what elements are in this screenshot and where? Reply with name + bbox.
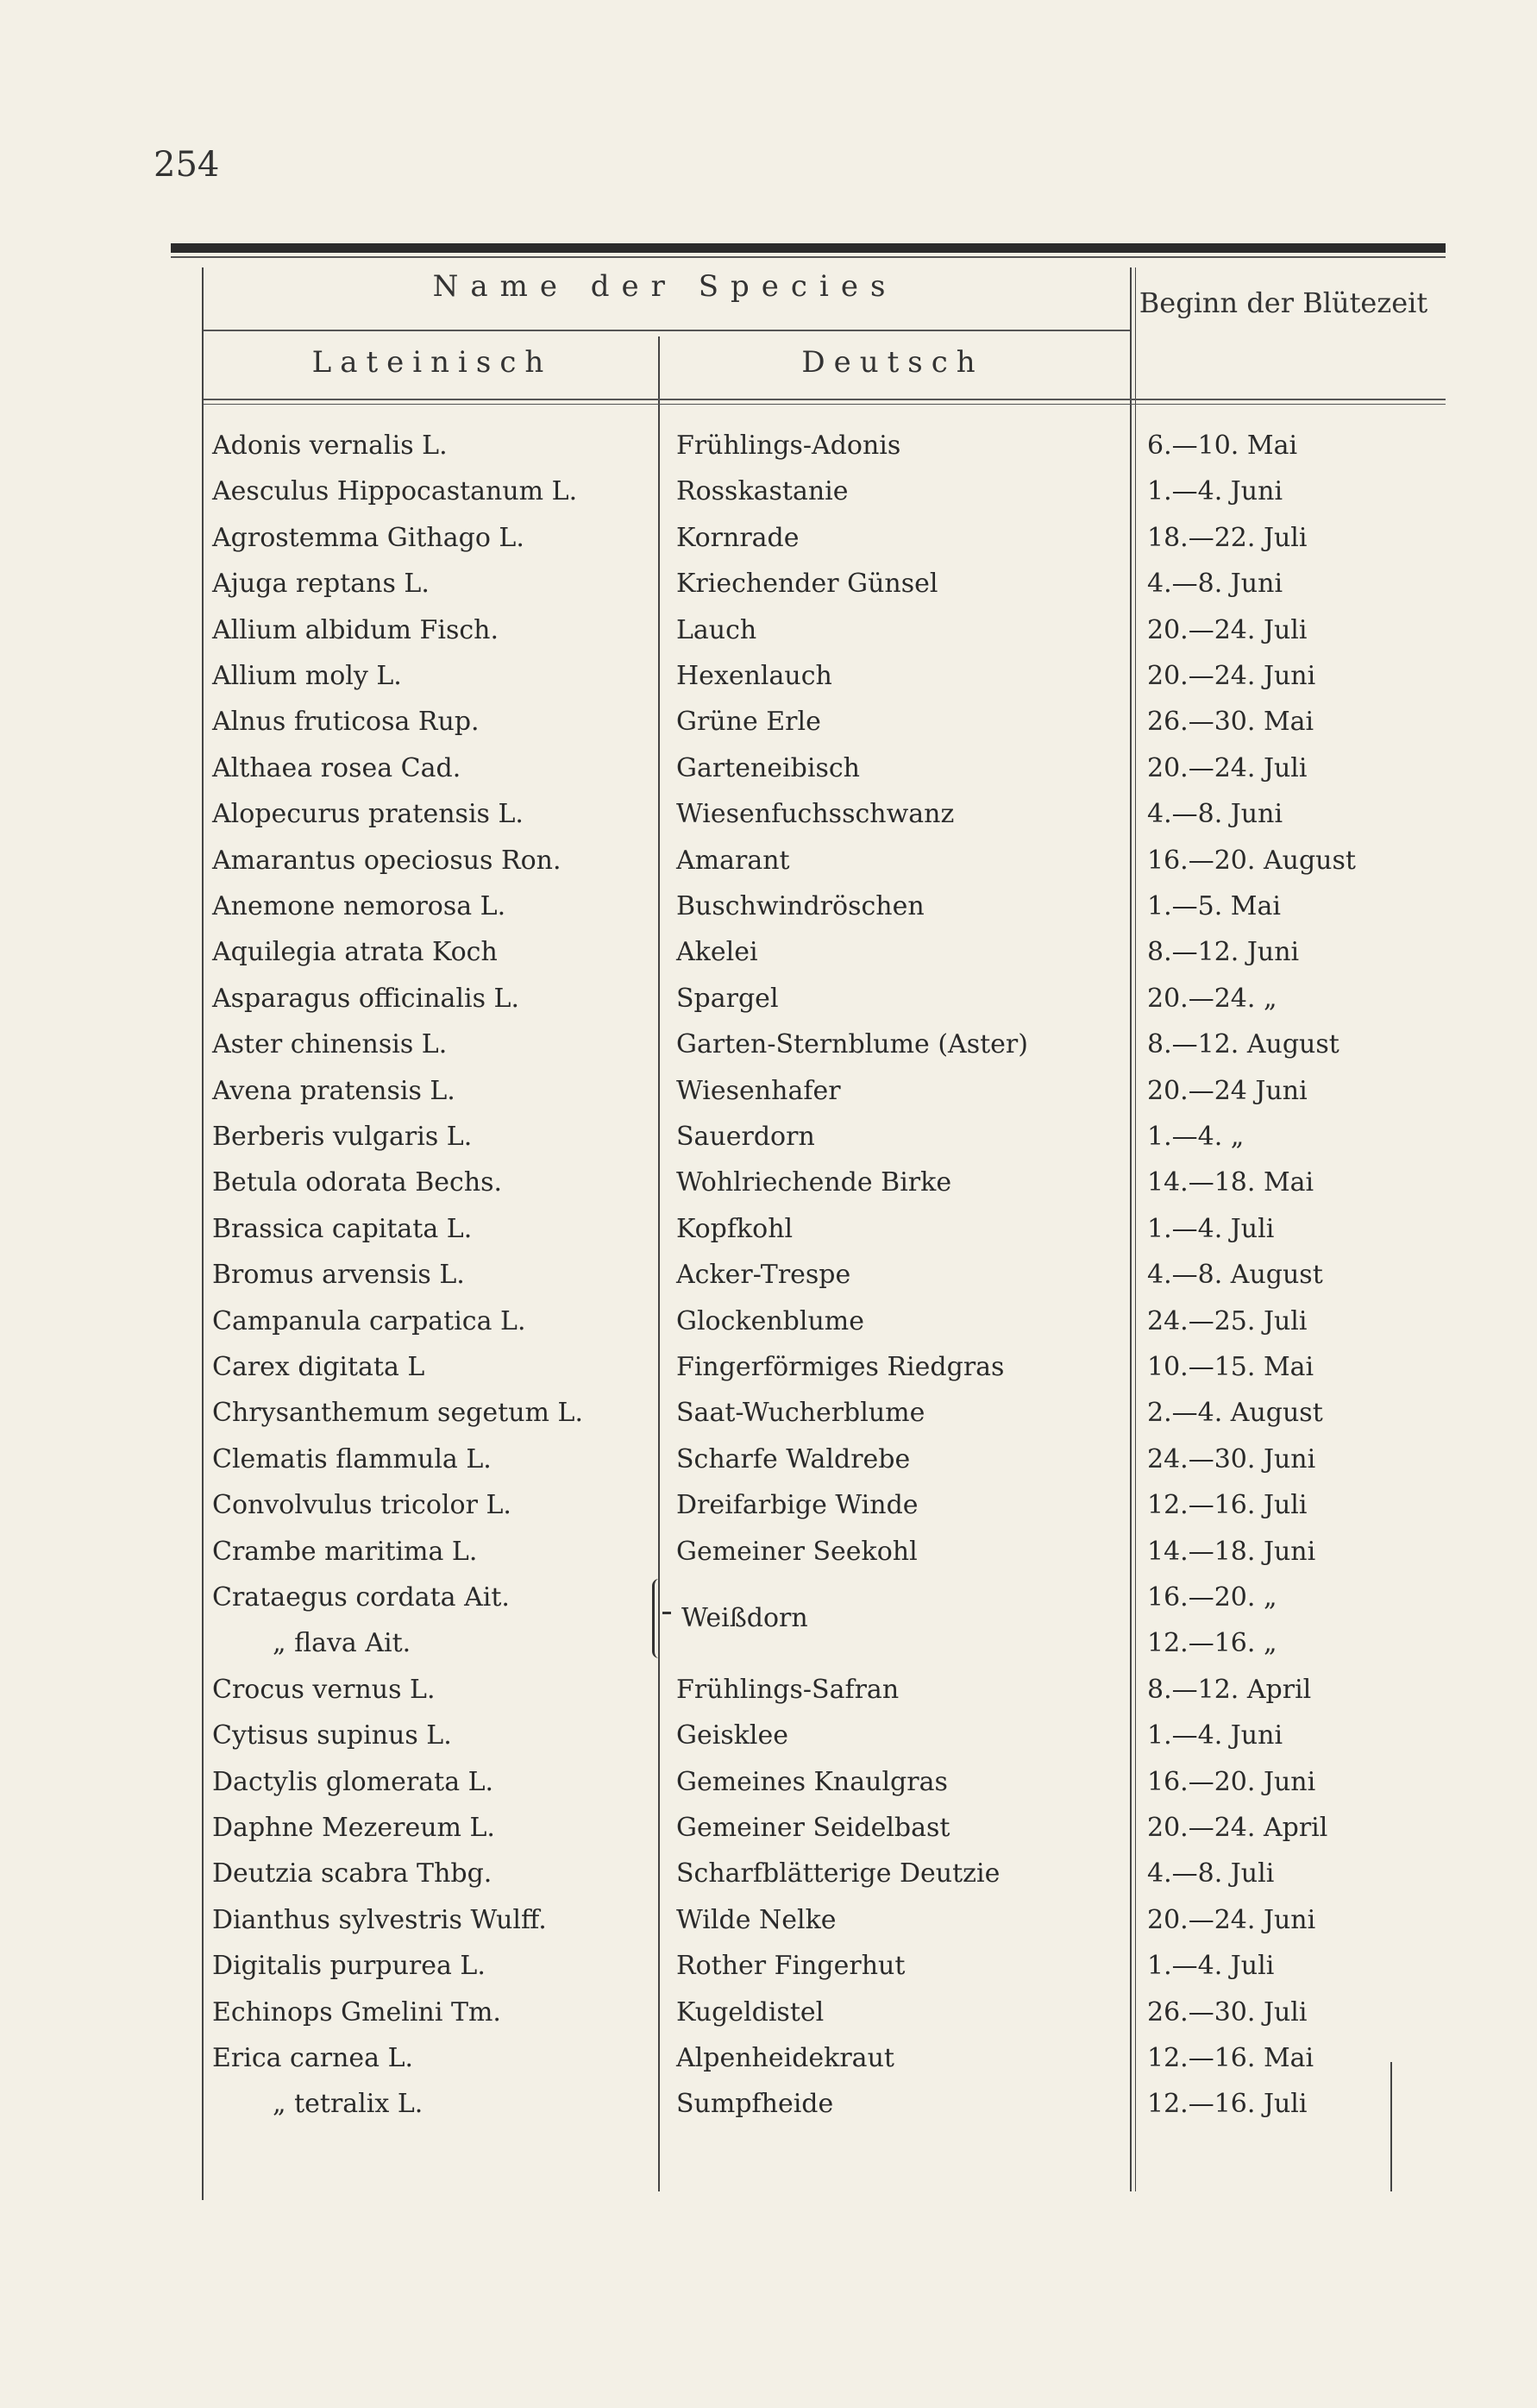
german-cell: Gemeiner Seidelbast bbox=[676, 1813, 950, 1843]
table-row bbox=[0, 1344, 1537, 1390]
table-row bbox=[0, 1252, 1537, 1298]
bloom-cell: 10.—15. Mai bbox=[1147, 1352, 1314, 1382]
german-cell: Scharfblätterige Deutzie bbox=[676, 1858, 1001, 1889]
bloom-cell: 20.—24. Juni bbox=[1147, 661, 1316, 691]
german-cell: Buschwindröschen bbox=[676, 891, 925, 921]
table-row bbox=[0, 1667, 1537, 1713]
bloom-cell: 1.—4. „ bbox=[1147, 1122, 1245, 1152]
table-row bbox=[0, 1114, 1537, 1160]
bloom-cell: 20.—24. Juni bbox=[1147, 1904, 1316, 1935]
header-bottom-rule-double bbox=[204, 404, 1446, 405]
german-cell: Kugeldistel bbox=[676, 1996, 825, 2028]
table-row bbox=[0, 1990, 1537, 2035]
german-cell: Rosskastanie bbox=[676, 476, 849, 507]
table-row bbox=[0, 976, 1537, 1022]
german-cell: Rother Fingerhut bbox=[676, 1951, 906, 1982]
table-row bbox=[0, 2035, 1537, 2081]
table-row bbox=[0, 515, 1537, 561]
german-cell: Wiesenhafer bbox=[676, 1075, 841, 1106]
latin-cell: Aesculus Hippocastanum L. bbox=[212, 476, 578, 507]
latin-cell: Crambe maritima L. bbox=[212, 1536, 478, 1567]
german-cell: Acker-Trespe bbox=[676, 1260, 851, 1291]
bloom-cell: 12.—16. Juli bbox=[1147, 1490, 1308, 1521]
german-cell: Geisklee bbox=[676, 1720, 788, 1751]
table-row bbox=[0, 745, 1537, 791]
species-group-header: Name der Species bbox=[432, 269, 898, 304]
table-row bbox=[0, 423, 1537, 468]
header-bottom-rule bbox=[204, 399, 1446, 400]
top-rule bbox=[171, 243, 1446, 253]
latin-cell: Alopecurus pratensis L. bbox=[212, 799, 524, 830]
latin-cell: Bromus arvensis L. bbox=[212, 1260, 465, 1291]
bloom-cell: 20.—24 Juni bbox=[1147, 1075, 1308, 1106]
german-cell: Amarant bbox=[676, 845, 790, 876]
german-cell: Fingerförmiges Riedgras bbox=[676, 1352, 1005, 1382]
table-row bbox=[0, 607, 1537, 653]
bloom-cell: 1.—5. Mai bbox=[1147, 891, 1281, 921]
latin-cell: „ flava Ait. bbox=[273, 1628, 411, 1659]
latin-cell: Chrysanthemum segetum L. bbox=[212, 1398, 583, 1429]
bloom-cell: 24.—30. Juni bbox=[1147, 1443, 1316, 1474]
bloom-column-header: Beginn der Blütezeit bbox=[1139, 286, 1428, 319]
german-cell: Glockenblume bbox=[676, 1305, 864, 1336]
table-row bbox=[0, 2081, 1537, 2127]
latin-cell: Digitalis purpurea L. bbox=[212, 1951, 486, 1982]
bloom-cell: 4.—8. August bbox=[1147, 1260, 1323, 1291]
german-cell: Sauerdorn bbox=[676, 1122, 815, 1152]
german-cell: Kopfkohl bbox=[676, 1213, 794, 1244]
bloom-cell: 4.—8. Juni bbox=[1147, 799, 1283, 830]
latin-cell: Aquilegia atrata Koch bbox=[212, 937, 498, 968]
bloom-cell: 2.—4. August bbox=[1147, 1398, 1323, 1429]
table-row bbox=[0, 1713, 1537, 1758]
bloom-cell: 20.—24. April bbox=[1147, 1813, 1328, 1843]
latin-cell: Crataegus cordata Ait. bbox=[212, 1582, 510, 1613]
bloom-cell: 4.—8. Juli bbox=[1147, 1858, 1275, 1889]
bloom-cell: 1.—4. Juni bbox=[1147, 1720, 1283, 1751]
brace-bracket bbox=[652, 1579, 668, 1658]
latin-cell: Amarantus opeciosus Ron. bbox=[212, 845, 561, 876]
german-cell: Garten-Sternblume (Aster) bbox=[676, 1029, 1028, 1060]
latin-cell: Deutzia scabra Thbg. bbox=[212, 1858, 492, 1889]
table-row bbox=[0, 1160, 1537, 1205]
table-row bbox=[0, 1851, 1537, 1896]
latin-cell: Crocus vernus L. bbox=[212, 1674, 436, 1705]
latin-cell: Berberis vulgaris L. bbox=[212, 1122, 473, 1152]
latin-cell: Cytisus supinus L. bbox=[212, 1720, 452, 1751]
latin-cell: Dactylis glomerata L. bbox=[212, 1766, 494, 1797]
german-cell: Frühlings-Safran bbox=[676, 1674, 900, 1705]
page-number: 254 bbox=[154, 145, 220, 185]
table-row bbox=[0, 791, 1537, 837]
latin-cell: Ajuga reptans L. bbox=[212, 569, 430, 600]
latin-cell: Erica carnea L. bbox=[212, 2043, 414, 2073]
german-cell: Kriechender Günsel bbox=[676, 569, 938, 600]
german-cell: Gemeiner Seekohl bbox=[676, 1536, 918, 1567]
table-row bbox=[0, 1068, 1537, 1114]
table-row bbox=[0, 883, 1537, 929]
latin-cell: Adonis vernalis L. bbox=[212, 431, 448, 461]
german-cell: Hexenlauch bbox=[676, 661, 832, 691]
table-row bbox=[0, 1022, 1537, 1067]
table-row bbox=[0, 653, 1537, 699]
bloom-cell: 14.—18. Juni bbox=[1147, 1536, 1316, 1567]
latin-column-header: Lateinisch bbox=[311, 345, 553, 380]
german-cell: Kornrade bbox=[676, 522, 800, 553]
latin-cell: Anemone nemorosa L. bbox=[212, 891, 506, 921]
bloom-cell: 20.—24. Juli bbox=[1147, 752, 1308, 783]
table-row bbox=[0, 1943, 1537, 1989]
table-row bbox=[0, 1897, 1537, 1943]
german-cell: Wiesenfuchsschwanz bbox=[676, 799, 955, 830]
latin-cell: Convolvulus tricolor L. bbox=[212, 1490, 511, 1521]
bloom-cell: 1.—4. Juli bbox=[1147, 1213, 1275, 1244]
brace-tip bbox=[662, 1612, 671, 1614]
latin-cell: Daphne Mezereum L. bbox=[212, 1813, 495, 1843]
latin-cell: Aster chinensis L. bbox=[212, 1029, 448, 1060]
bloom-cell: 12.—16. Mai bbox=[1147, 2043, 1314, 2073]
table-row bbox=[0, 838, 1537, 883]
table-row bbox=[0, 1759, 1537, 1805]
latin-cell: Brassica capitata L. bbox=[212, 1213, 473, 1244]
bloom-cell: 16.—20. „ bbox=[1147, 1582, 1277, 1613]
german-cell: Saat-Wucherblume bbox=[676, 1398, 925, 1429]
bloom-cell: 20.—24. Juli bbox=[1147, 614, 1308, 645]
table-row bbox=[0, 1437, 1537, 1482]
german-cell: Wohlriechende Birke bbox=[676, 1167, 952, 1198]
german-cell: Gemeines Knaulgras bbox=[676, 1766, 948, 1797]
table-row bbox=[0, 1390, 1537, 1436]
bloom-cell: 6.—10. Mai bbox=[1147, 431, 1298, 461]
bloom-cell: 20.—24. „ bbox=[1147, 983, 1277, 1014]
table-row bbox=[0, 1298, 1537, 1344]
german-cell: Spargel bbox=[676, 983, 779, 1014]
german-cell: Frühlings-Adonis bbox=[676, 431, 901, 461]
latin-cell: Campanula carpatica L. bbox=[212, 1305, 526, 1336]
bloom-cell: 14.—18. Mai bbox=[1147, 1167, 1314, 1198]
merged-german-cell: Weißdorn bbox=[681, 1603, 808, 1633]
latin-cell: Allium albidum Fisch. bbox=[212, 614, 499, 645]
german-cell: Wilde Nelke bbox=[676, 1904, 837, 1935]
table-row bbox=[0, 1482, 1537, 1528]
german-cell: Sumpfheide bbox=[676, 2089, 834, 2120]
bloom-cell: 8.—12. August bbox=[1147, 1029, 1339, 1060]
table-row bbox=[0, 1805, 1537, 1851]
bloom-cell: 1.—4. Juli bbox=[1147, 1951, 1275, 1982]
latin-cell: „ tetralix L. bbox=[273, 2089, 423, 2120]
german-cell: Grüne Erle bbox=[676, 707, 821, 738]
bloom-cell: 16.—20. August bbox=[1147, 845, 1356, 876]
header-divider bbox=[204, 330, 1130, 331]
latin-cell: Echinops Gmelini Tm. bbox=[212, 1996, 501, 2028]
latin-cell: Carex digitata L bbox=[212, 1352, 425, 1382]
german-column-header: Deutsch bbox=[801, 345, 984, 380]
bloom-cell: 18.—22. Juli bbox=[1147, 522, 1308, 553]
table-row bbox=[0, 929, 1537, 975]
latin-cell: Alnus fruticosa Rup. bbox=[212, 707, 480, 738]
german-cell: Akelei bbox=[676, 937, 758, 968]
top-rule-thin bbox=[171, 256, 1446, 258]
latin-cell: Althaea rosea Cad. bbox=[212, 752, 461, 783]
latin-cell: Asparagus officinalis L. bbox=[212, 983, 519, 1014]
bloom-cell: 26.—30. Mai bbox=[1147, 707, 1314, 738]
german-cell: Alpenheidekraut bbox=[676, 2043, 894, 2073]
german-cell: Garteneibisch bbox=[676, 752, 860, 783]
bloom-cell: 12.—16. „ bbox=[1147, 1628, 1277, 1659]
german-cell: Lauch bbox=[676, 614, 757, 645]
latin-cell: Agrostemma Githago L. bbox=[212, 522, 524, 553]
table-row bbox=[0, 468, 1537, 514]
latin-cell: Dianthus sylvestris Wulff. bbox=[212, 1904, 547, 1935]
bloom-cell: 8.—12. April bbox=[1147, 1674, 1312, 1705]
bloom-cell: 26.—30. Juli bbox=[1147, 1996, 1308, 2028]
bloom-cell: 24.—25. Juli bbox=[1147, 1305, 1308, 1336]
table-row bbox=[0, 1529, 1537, 1575]
bloom-cell: 16.—20. Juni bbox=[1147, 1766, 1316, 1797]
bloom-cell: 1.—4. Juni bbox=[1147, 476, 1283, 507]
bloom-cell: 12.—16. Juli bbox=[1147, 2089, 1308, 2120]
table-row bbox=[0, 1206, 1537, 1252]
latin-cell: Betula odorata Bechs. bbox=[212, 1167, 503, 1198]
bloom-cell: 8.—12. Juni bbox=[1147, 937, 1300, 968]
bloom-cell: 4.—8. Juni bbox=[1147, 569, 1283, 600]
latin-cell: Avena pratensis L. bbox=[212, 1075, 455, 1106]
german-cell: Dreifarbige Winde bbox=[676, 1490, 919, 1521]
latin-cell: Allium moly L. bbox=[212, 661, 402, 691]
table-row bbox=[0, 699, 1537, 745]
table-row bbox=[0, 561, 1537, 607]
latin-cell: Clematis flammula L. bbox=[212, 1443, 492, 1474]
german-cell: Scharfe Waldrebe bbox=[676, 1443, 911, 1474]
